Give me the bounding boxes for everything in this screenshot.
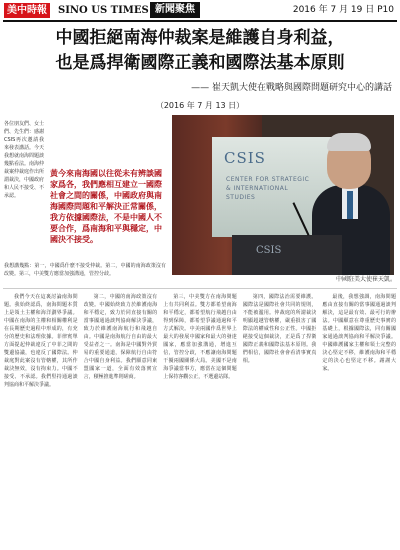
body-text-top-bottom: 我想講幾點：第一，中國爲什麼不接受仲裁。第二，中國的南海政策沒有改變。第三，中美雙方應當加強溝通，管控分歧。 <box>4 263 166 277</box>
headline-line-1: 中國拒絕南海仲裁案是維護自身利益， <box>55 28 345 48</box>
body-paragraph: 我們今天在這裏討論南海問題。我始終認爲，南海問題本質上是領土主權和海洋劃界爭議。中國在南海的主權和相關權利是在長期歷史過程中形成的，有充分的歷史和法理依據。菲律賓單方面提起仲裁違反了中菲之間的雙邊協議，也違反了國際法。仲裁庭對此案沒有管轄權，其所作裁決無效，沒有拘束力。中國不接受、不承認。我們堅持通過談判協商和平解決爭議。 <box>4 294 78 388</box>
article-body-columns <box>4 293 396 545</box>
article-subtitle: —— 崔天凱大使在戰略與國際問題研究中心的講話 <box>191 83 392 93</box>
body-paragraph: 第二，中國的南海政策沒有改變。中國始終致力於維護南海和平穩定，致力於同直接有關的當事國通過談判協商解決爭議，致力於維護南海航行和飛越自由。中國是南海航行自由的最大受益者之一。南海是中國對外貿易的重要通道，保障航行自由符合中國自身利益。我們願意同東盟國家一道，全面有效落實宣言，積極推進準則磋商。 <box>83 294 158 380</box>
body-column-4 <box>243 293 317 545</box>
body-text-top-left: 各位朋友們、女士們、先生們：感謝CSIS再次邀請我來發表講話。今天我想就南海問題談幾點看法。南海仲裁案仲裁庭作出所謂裁決，中國政府和人民不接受、不承認。 <box>4 121 44 199</box>
body-column-1 <box>4 293 78 545</box>
issue-date-page: 2016 年 7 月 19 日 P10 <box>292 5 394 15</box>
body-column-2 <box>84 293 158 545</box>
publication-name: SINO US TIMES <box>58 5 149 16</box>
body-paragraph: 第三，中美雙方在南海問題上有共同利益。雙方都希望南海和平穩定，都希望航行飛越自由得到保障，都希望爭議通過和平方式解決。中美兩國作爲世界上最大的發展中國家和最大的發達國家，應當加強溝通，增進互信，管控分歧，不應讓南海問題干擾兩國關係大局。美國不是南海爭議當事方，應當在這個問題上保持客觀公正，不選邊站隊。 <box>163 294 237 380</box>
publication-logo: 美中時報 <box>4 3 50 18</box>
article-dateline: （2016 年 7 月 13 日） <box>155 101 245 110</box>
section-label: 新聞聚焦 <box>150 2 200 18</box>
speaker-tie <box>347 191 353 219</box>
pull-quote: 黃今來南海國以往從未有辨談國家爲各，我們應相互建立一國際社會之間的關係，中國政府與南海國際問題和平解決正常關係，我方依據國際法，不是中國人不要合作，爲南海和平與穩定，中國決不接受。 <box>50 169 162 244</box>
headline-line-2: 也是爲捍衛國際正義和國際法基本原則 <box>55 53 345 73</box>
body-column-3 <box>163 293 237 545</box>
csis-podium-logo: CSIS <box>256 245 282 256</box>
podium <box>232 235 342 275</box>
body-paragraph: 第四，國際法治需要維護。國際法是國際社會共同的規則，不能被濫用。仲裁庭的所謂裁決明顯超越管轄權，嚴重損害了國際法的權威性和公正性。中國拒絕接受這個裁決，正是爲了捍衛國際正義和國際法基本原則。我們相信，國際社會會看清事實真相。 <box>242 294 317 364</box>
masthead <box>0 0 400 22</box>
csis-screen-logo: CSIS <box>224 149 266 167</box>
body-paragraph: 最後，我想強調，南海問題應由直接有關的當事國通過談判解決，這是最有效、最可行的辦法。中國願意在尊重歷史事實的基礎上，根據國際法，同有關國家通過談判協商和平解決爭議。中國維護國家主權和領土完整的決心堅定不移，維護南海和平穩定的決心也堅定不移。謝謝大家。 <box>322 294 396 372</box>
speaker-hair <box>327 133 371 151</box>
masthead-rule <box>3 20 397 22</box>
body-column-5 <box>322 293 396 545</box>
photo-caption: 中國駐美大使崔天凱。 <box>335 276 396 283</box>
section-divider <box>3 288 397 289</box>
article-photo <box>172 115 394 275</box>
csis-screen-text: CENTER FOR STRATEGIC & INTERNATIONAL STUDIES <box>226 176 310 201</box>
